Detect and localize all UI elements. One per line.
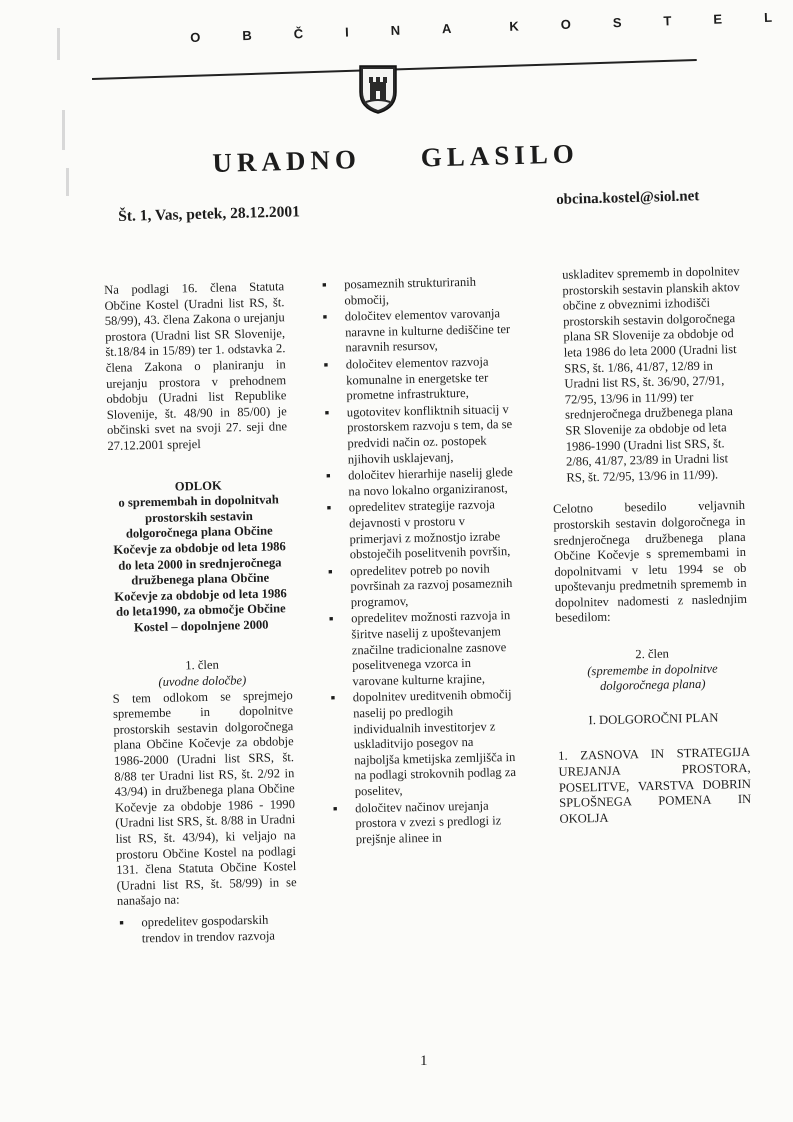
scan-mark [57,28,60,60]
odlok-body: o spremembah in dopolnitvah prostorskih sestavin dolgoročnega plana Občine Kočevje za obdobje od leta 1986 do leta 2000 in srednjeročnega družbenega plana Občine Kočevje za obdobje od leta 1986 do leta1990, za območje Občine Kostel – dopolnjene 2000 [113,492,287,635]
list-item: ■ dopolnitev ureditvenih območij naselij po predlogih individualnih investitorjev z uskladitvijo posegov na najboljša kmetijska zemljišča in na podlagi strokovnih podlag za poselitev, [329,687,523,800]
page-number: 1 [420,1053,428,1069]
masthead-letter: O [190,29,207,45]
title-word: URADNO [212,144,362,178]
article-1-text: S tem odlokom se sprejmejo spremembe in dopolnitve prostorskih sestavin dolgoročnega plana Občine Kočevje za obdobje 1986-2000 (Uradni list SRS, št. 8/88 ter Uradni list RS, št. 2/92 in 43/94) in družbenega plana Občine Kočevje za obdobje 1986 - 1990 (Uradni list SRS, št. 8/88 in Uradni list RS, št. 43/94), ki veljajo na prostoru Občine Kostel na podlagi 131. člena Statuta Občine Kostel (Uradni list RS, št. 58/99) in se nanašajo na: [112,687,297,909]
coat-of-arms-icon [358,62,398,114]
intro-paragraph: Na podlagi 16. člena Statuta Občine Kostel (Uradni list RS, št. 58/99), 43. člena Zakona o urejanju prostora (Uradni list SR Slovenije, št.18/84 in 15/89) ter 1. odstavka 2. člena Zakona o planiranju in urejanju prostora v prehodnem obdobju (Uradni list Republike Slovenije, št. 48/90 in 85/00) je občinski svet na svoji 27. seji dne 27.12.2001 sprejel [104,279,288,453]
masthead-letter: A [441,20,458,37]
article-2-subheading: (spremembe in dopolnitve dolgoročnega plana) [587,661,718,694]
list-item: ■ določitev načinov urejanja prostora v zvezi s predlogi iz prejšnje alinee in [331,797,524,848]
email-address: obcina.kostel@siol.net [556,188,700,208]
issue-line: Št. 1, Vas, petek, 28.12.2001 [118,203,301,225]
list-item: ■ določitev hierarhije naselij glede na novo lokalno organiziranost, [324,465,517,500]
title-word: GLASILO [420,138,580,173]
masthead-letter: E [713,11,729,27]
list-item: ■ določitev elementov razvoja komunalne in energetske ter prometne infrastrukture, [322,354,515,405]
list-item: ■ opredelitev možnosti razvoja in širitve naselij z upoštevanjem značilne tradicionalne zasnove poselitvenega vzorca in varovane kulturne krajine, [327,608,521,690]
article-2-heading: 2. člen [635,646,670,662]
section-heading: I. DOLGOROČNI PLAN [588,710,719,728]
body-paragraph: Celotno besedilo veljavnih prostorskih sestavin dolgoročnega in srednjeročnega družbenega plana Občine Kočevje s spremembami in dopolnitvami v letu 1994 se ob upoštevanju predmetnih sprememb in dopolnitev nadomesti z naslednjim besedilom: [552,498,748,626]
masthead-letter: N [390,22,407,38]
odlok-title: ODLOK [174,478,222,494]
list-item: ■ določitev elementov varovanja naravne in kulturne dediščine ter naravnih resursov, [321,306,514,357]
scan-mark [66,168,69,196]
list-item: ■ opredelitev potreb po novih površinah za razvoj posameznih programov, [326,561,519,612]
masthead [190,8,793,45]
list-item: ■ posameznih strukturiranih območij, [320,274,513,309]
column-2 [320,274,524,849]
masthead-letter: B [242,27,258,44]
page-title [212,138,579,179]
subsection-heading: 1. ZASNOVA IN STRATEGIJA UREJANJA PROSTORA, POSELITVE, VARSTVA DOBRIN SPLOŠNEGA POMENA IN OKOLJA [558,745,752,826]
scan-mark [62,110,65,150]
masthead-letter: I [344,24,355,40]
list-item: ■ opredelitev strategije razvoja dejavnosti v prostoru v primerjavi z možnostjo izrabe obstoječih poselitvenih površin, [325,497,518,563]
column-1 [104,279,298,948]
masthead-letter: S [612,14,628,31]
masthead-letter: K [509,18,526,34]
list-item: ■ opredelitev gospodarskih trendov in trendov razvoja [117,912,298,947]
continuation-paragraph: uskladitev sprememb in dopolnitev prostorskih sestavin planskih aktov občine z obveznimi izhodišči prostorskih sestavin dolgoročnega plana SR Slovenije za obdobje od leta 1986 do leta 2000 (Uradni list SRS, št. 1/86, 41/87, 12/89 in Uradni list RS, št. 36/90, 27/91, 72/95, 13/96 in 11/99) ter srednjeročnega družbenega plana SR Slovenije za obdobje od leta 1986-1990 (Uradni list SRS, št. 2/86, 41/87, 23/89 in Uradni list RS, št. 72/95, 13/96 in 11/99). [561,263,740,485]
column-3 [548,264,752,827]
masthead-letter: Č [293,25,310,42]
article-1-subheading: (uvodne določbe) [158,673,247,690]
masthead-letter: L [763,9,779,25]
masthead-letter: O [560,16,578,33]
masthead-letter: T [663,12,678,29]
article-1-heading: 1. člen [185,658,219,673]
list-item: ■ ugotovitev konfliktnih situacij v prostorskem razvoju s tem, da se predvidi način oz. postopek njihovih usklajevanj, [323,402,516,468]
